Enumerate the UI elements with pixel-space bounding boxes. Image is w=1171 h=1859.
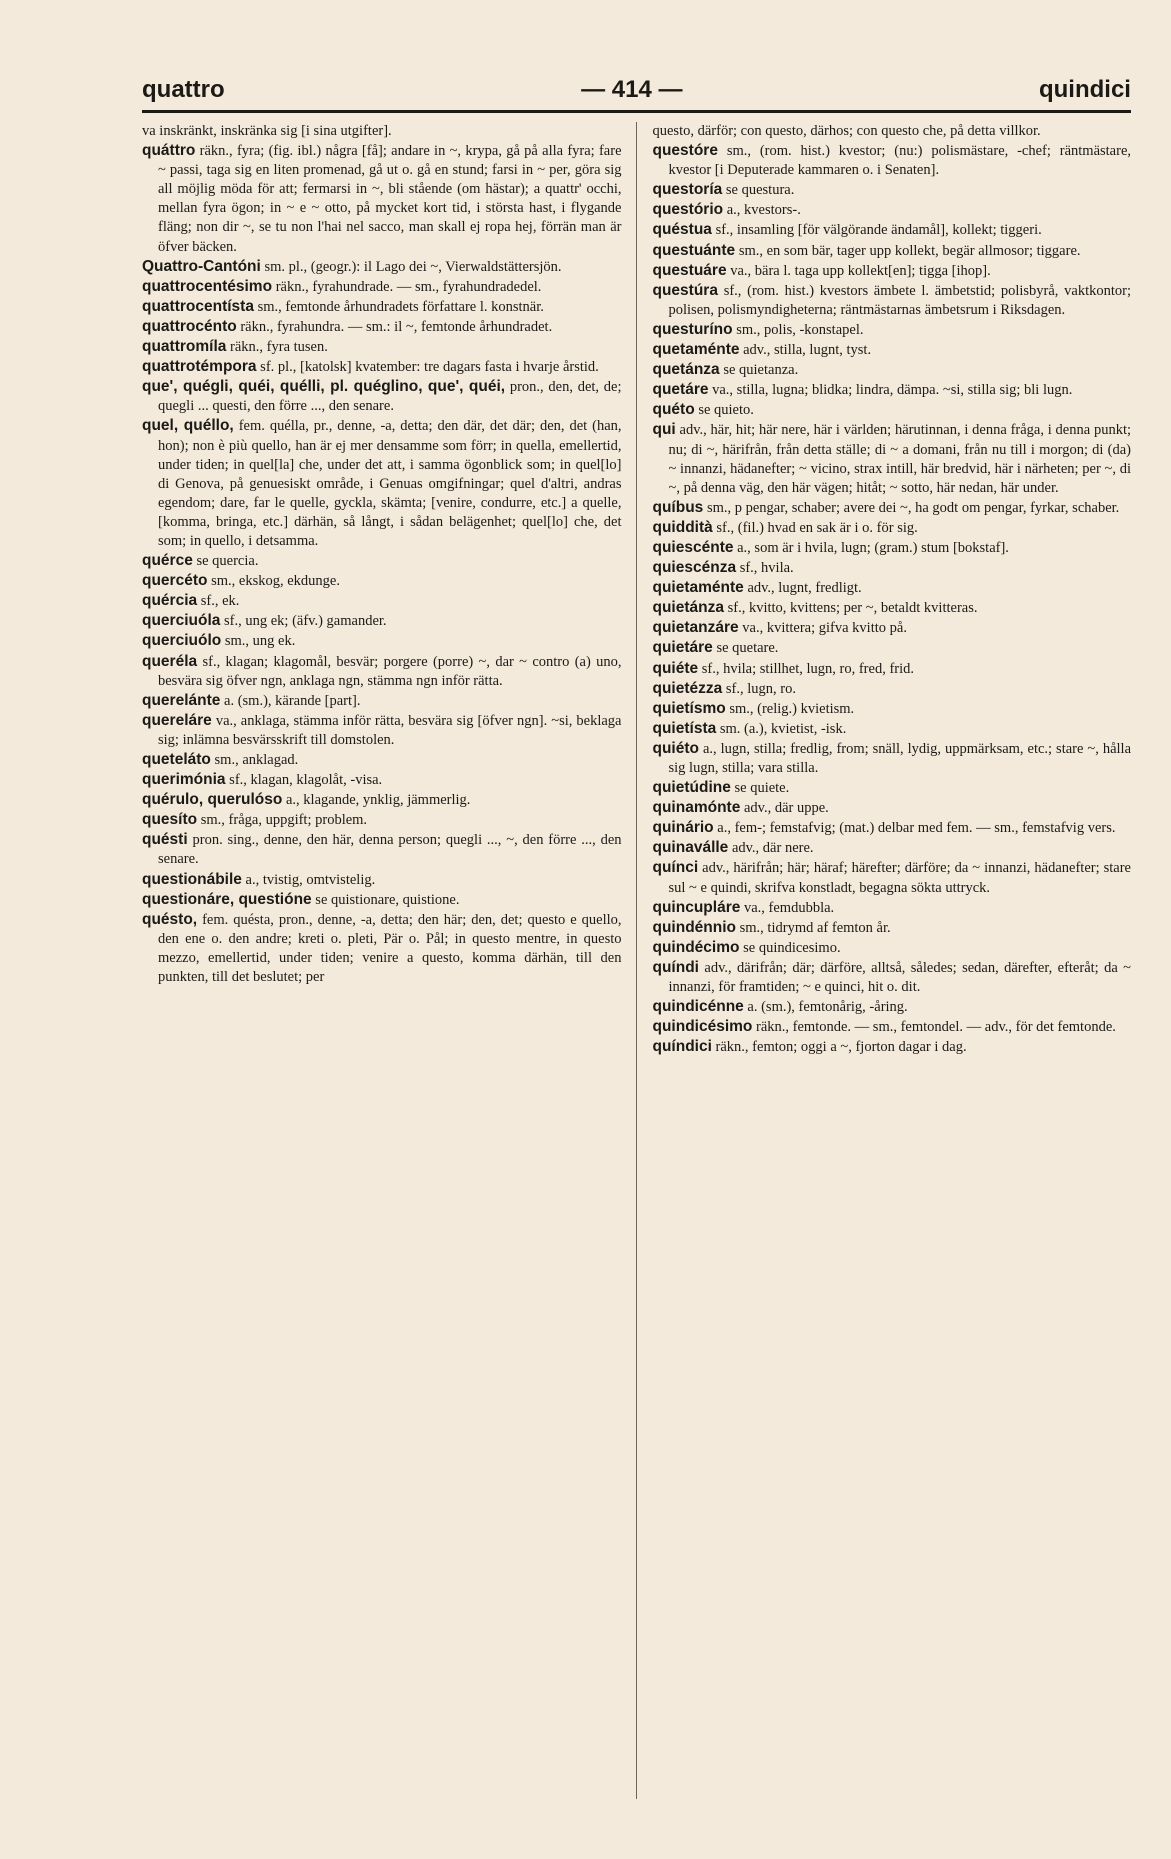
headword: Quattro-Cantóni: [142, 257, 261, 275]
dictionary-entry: [653, 858, 1132, 897]
dictionary-entry: [653, 558, 1132, 578]
definition: se quieto.: [698, 402, 754, 419]
dictionary-entry: [142, 870, 622, 890]
dictionary-entry: [142, 277, 622, 297]
headword: querimónia: [142, 771, 226, 789]
dictionary-entry: [653, 400, 1132, 420]
page-number: — 414 —: [581, 76, 683, 103]
definition: adv., där uppe.: [743, 800, 829, 817]
dictionary-entry: [653, 1037, 1132, 1057]
headword: quindénnio: [652, 918, 737, 936]
headword: quietánza: [652, 599, 724, 617]
dictionary-entry: [142, 571, 622, 591]
header-left-word: quattro: [142, 76, 225, 103]
definition: adv., där nere.: [731, 840, 814, 857]
definition: a., lugn, stilla; fredlig, from; snäll, lydig, uppmärksam, etc.; stare ~, hålla sig lugn, stilla; vara stilla.: [668, 740, 1131, 776]
dictionary-entry: [142, 691, 622, 711]
dictionary-entry: [653, 380, 1132, 400]
dictionary-entry: [653, 739, 1132, 778]
headword: quietísmo: [652, 699, 726, 717]
headword: quercéto: [142, 572, 208, 590]
dictionary-entry: [653, 938, 1132, 958]
definition: räkn., fyrahundra. — sm.: il ~, femtonde århundradet.: [240, 318, 553, 335]
definition: va., anklaga, stämma inför rätta, besvära sig [öfver ngn]. ~si, beklaga sig; inlämna besvärsskrift till domstolen.: [158, 712, 622, 748]
definition: sm., femtonde århundradets författare l. konstnär.: [257, 298, 544, 315]
headword: quietísta: [652, 719, 717, 737]
definition: sm., fråga, uppgift; problem.: [200, 812, 368, 829]
headword: questionábile: [142, 870, 242, 888]
definition: fem. quélla, pr., denne, -a, detta; den där, det där; den, det (han, hon); non è più quello, han är ej mer densamme som förr; in quella, emellertid, under tiden; in quel[la] che, under det att, i samma ögonblick som; in quel[lo] di Genova, på genuesiskt område, i Genuas omgifningar; quel d'altri, andras egendom; dare, far le quelle, gyckla, skämta; [venire, condurre, etc.] a quelle, [komma, bringa, etc.] därhän, så långt, i sådan belägenhet; quel[lo] che, det som; in quello, i detsamma.: [158, 418, 622, 549]
headword: questionáre, questióne: [142, 890, 312, 908]
headword: quinário: [652, 819, 714, 837]
dictionary-entry: [653, 122, 1132, 141]
headword: quietanzáre: [652, 619, 739, 637]
headword: questóre: [652, 142, 718, 160]
headword: quiescénte: [652, 538, 734, 556]
left-column: [142, 122, 637, 1799]
dictionary-entry: [142, 652, 622, 691]
definition: a. (sm.), femtonårig, -åring.: [747, 999, 908, 1016]
definition: räkn., fyrahundrade. — sm., fyrahundradedel.: [275, 278, 542, 295]
dictionary-entry: [653, 958, 1132, 997]
definition: sm., p pengar, schaber; avere dei ~, ha godt om pengar, fyrkar, schaber.: [706, 499, 1120, 516]
definition: räkn., fyra; (fig. ibl.) några [få]; andare in ~, krypa, gå på alla fyra; fare ~ passi, taga sig en liten promenad, gå ut o. gå en stund; farsi in ~ per, göra sig all möjlig möda för att; fermarsi in ~, bli stående (om hästar); a quattr' occhi, mellan fyra ögon; in ~ e ~ otto, på mycket kort tid, i största hast, i flygande fläng; non dir ~, se tu non l'hai nel sacco, man skall ej ropa hej, förrän man är öfver bäcken.: [158, 143, 622, 255]
headword: quércia: [142, 592, 198, 610]
definition: sf., insamling [för välgörande ändamål], kollekt; tiggeri.: [715, 222, 1042, 239]
dictionary-entry: [142, 810, 622, 830]
headword: quiéto: [652, 739, 699, 757]
definition: sf., ek.: [200, 593, 240, 610]
headword: quietaménte: [652, 579, 744, 597]
headword: querciuólo: [142, 632, 222, 650]
definition: va inskränkt, inskränka sig [i sina utgifter].: [142, 123, 392, 139]
headword: quereláre: [142, 711, 212, 729]
definition: adv., härifrån; här; häraf; härefter; därföre; da ~ innanzi, hädanefter; stare sul ~ e quindi, skrifva konstladt, begagna sökta uttryck.: [668, 860, 1131, 896]
dictionary-entry: [142, 337, 622, 357]
headword: quesíto: [142, 811, 198, 829]
headword: quésti: [142, 831, 188, 849]
dictionary-entry: [653, 719, 1132, 739]
dictionary-entry: [653, 699, 1132, 719]
definition: räkn., fyra tusen.: [230, 339, 328, 356]
definition: se quindicesimo.: [743, 939, 841, 956]
dictionary-entry: [653, 538, 1132, 558]
dictionary-entry: [142, 357, 622, 377]
definition: sf., klagan, klagolåt, -visa.: [229, 772, 383, 789]
dictionary-entry: [653, 918, 1132, 938]
definition: adv., därifrån; där; därföre, alltså, således; sedan, därefter, efteråt; da ~ innanzi, för framtiden; ~ e quinci, hit o. dit.: [668, 959, 1131, 996]
headword: questório: [652, 201, 724, 219]
headword: queteláto: [142, 751, 211, 768]
dictionary-entry: [653, 518, 1132, 538]
dictionary-entry: [142, 257, 622, 277]
definition: sf., ung ek; (äfv.) gamander.: [224, 613, 387, 630]
headword: quetáre: [652, 381, 709, 399]
dictionary-entry: [142, 141, 622, 257]
definition: sm., polis, -konstapel.: [736, 321, 864, 338]
definition: va., femdubbla.: [743, 899, 835, 916]
headword: quiescénza: [652, 559, 737, 577]
dictionary-entry: [653, 180, 1132, 200]
headword: quattrocentésimo: [142, 277, 273, 295]
definition: sm. pl., (geogr.): il Lago dei ~, Vierwaldstättersjön.: [264, 258, 562, 275]
headword: quiéte: [652, 659, 699, 677]
definition: se quistionare, quistione.: [315, 891, 460, 908]
headword: quietézza: [652, 679, 723, 697]
definition: sm. (a.), kvietist, -isk.: [719, 720, 847, 737]
definition: sm., (rom. hist.) kvestor; (nu:) polismästare, -chef; räntmästare, kvestor [i Deputerade kammaren o. i Senaten].: [668, 143, 1131, 179]
definition: va., stilla, lugna; blidka; lindra, dämpa. ~si, stilla sig; bli lugn.: [712, 382, 1073, 399]
definition: a., klagande, ynklig, jämmerlig.: [286, 792, 471, 809]
dictionary-entry: [142, 830, 622, 869]
headword: quetaménte: [652, 341, 740, 359]
definition: sf., klagan; klagomål, besvär; porgere (porre) ~, dar ~ contro (a) uno, besvära sig öfver ngn, anklaga ngn, stämma ngn inför rätta.: [158, 653, 622, 689]
headword: quindicénne: [652, 998, 744, 1016]
headword: quattrotémpora: [142, 358, 257, 376]
dictionary-entry: [653, 360, 1132, 380]
dictionary-entry: [653, 340, 1132, 360]
definition: se questura.: [725, 182, 795, 199]
definition: se quetare.: [716, 640, 779, 657]
definition: questo, därför; con questo, därhos; con questo che, på detta villkor.: [652, 123, 1041, 139]
definition: sf. pl., [katolsk] kvatember: tre dagars fasta i hvarje årstid.: [260, 359, 599, 376]
definition: a., som är i hvila, lugn; (gram.) stum [bokstaf].: [737, 539, 1009, 556]
dictionary-entry: [653, 798, 1132, 818]
dictionary-entry: [142, 631, 622, 651]
definition: sf., hvila; stillhet, lugn, ro, fred, frid.: [701, 660, 915, 677]
definition: adv., här, hit; här nere, här i världen; härutinnan, i denna fråga, i denna punkt; nu; di ~, härifrån, från detta ställe; di ~ a domani, från nu till i morgon; di (da) ~ innanzi, hädanefter; ~ vicino, strax intill, här bredvid, här i närheten; per ~, di ~, på denna väg, den här vägen; hitåt; ~ sotto, här nedan, här under.: [668, 422, 1131, 496]
dictionary-entry: [142, 122, 622, 141]
headword: quietúdine: [652, 779, 731, 797]
dictionary-entry: [142, 297, 622, 317]
headword: quáttro: [142, 142, 196, 160]
headword: quíbus: [652, 498, 704, 516]
dictionary-entry: [142, 591, 622, 611]
headword: quérulo, querulóso: [142, 791, 283, 809]
definition: a. (sm.), kärande [part].: [224, 692, 361, 709]
dictionary-entry: [653, 241, 1132, 261]
headword: quérce: [142, 552, 193, 570]
headword: quínci: [652, 859, 699, 877]
definition: sm., tidrymd af femton år.: [739, 919, 891, 936]
definition: sf., lugn, ro.: [725, 680, 796, 697]
definition: se quietanza.: [723, 362, 799, 379]
dictionary-entry: [653, 261, 1132, 281]
definition: se quercia.: [196, 553, 259, 570]
definition: sm., (relig.) kvietism.: [729, 700, 855, 717]
dictionary-entry: [653, 281, 1132, 320]
headword: quietáre: [652, 639, 713, 657]
definition: sf., hvila.: [739, 560, 794, 577]
definition: a., fem-; femstafvig; (mat.) delbar med fem. — sm., femstafvig vers.: [717, 820, 1116, 837]
definition: räkn., femton; oggi a ~, fjorton dagar i dag.: [715, 1039, 967, 1056]
definition: sm., anklagad.: [214, 752, 299, 768]
definition: pron. sing., denne, den här, denna person; quegli ..., ~, den förre ..., den senare.: [158, 832, 622, 868]
dictionary-entry: [142, 377, 622, 416]
headword: querciuóla: [142, 612, 221, 630]
definition: räkn., femtonde. — sm., femtondel. — adv., för det femtonde.: [756, 1019, 1116, 1036]
headword: qui: [652, 421, 676, 439]
dictionary-entry: [142, 770, 622, 790]
headword: quetánza: [652, 361, 720, 379]
headword: quattrocentísta: [142, 297, 254, 315]
headword: questúra: [652, 281, 718, 299]
headword: quindécimo: [652, 938, 740, 956]
dictionary-entry: [142, 551, 622, 571]
dictionary-entry: [653, 838, 1132, 858]
right-column: [637, 122, 1132, 1799]
definition: sf., (fil.) hvad en sak är i o. för sig.: [716, 519, 918, 536]
definition: sm., ekskog, ekdunge.: [211, 573, 340, 590]
definition: sf., (rom. hist.) kvestors ämbete l. ämbetstid; polisbyrå, vaktkontor; polisen, polismyndigheterna; räntmästarnas ämbetsrum i Riksdagen.: [668, 282, 1131, 318]
dictionary-entry: [142, 910, 622, 987]
headword: quiddità: [652, 518, 713, 536]
headword: quíndi: [652, 958, 699, 976]
headword: quel, quéllo,: [142, 417, 234, 435]
columns: [142, 122, 1131, 1799]
dictionary-entry: [142, 317, 622, 337]
headword: questuríno: [652, 320, 733, 338]
dictionary-entry: [653, 679, 1132, 699]
headword: questoría: [652, 181, 723, 199]
dictionary-entry: [142, 711, 622, 750]
headword: quinamónte: [652, 799, 741, 817]
definition: va., kvittera; gifva kvitto på.: [742, 620, 907, 637]
dictionary-entry: [653, 818, 1132, 838]
definition: va., bära l. taga upp kollekt[en]; tigga [ihop].: [730, 262, 991, 279]
definition: a., tvistig, omtvistelig.: [245, 871, 376, 888]
dictionary-entry: [142, 416, 622, 551]
header-right-word: quindici: [1038, 76, 1131, 103]
headword: quindicésimo: [652, 1018, 753, 1036]
headword: quéstua: [652, 221, 712, 239]
dictionary-entry: [142, 890, 622, 910]
definition: sm., ung ek.: [224, 633, 296, 650]
headword: quinaválle: [652, 839, 729, 857]
headword: que', quégli, quéi, quélli, pl. quéglino, que', quéi,: [142, 378, 506, 396]
dictionary-entry: [653, 638, 1132, 658]
definition: se quiete.: [734, 780, 790, 797]
headword: quíndici: [652, 1038, 712, 1056]
dictionary-entry: [653, 220, 1132, 240]
headword: quésto,: [142, 910, 198, 928]
page-header: [142, 70, 1131, 110]
dictionary-entry: [653, 320, 1132, 340]
definition: fem. quésta, pron., denne, -a, detta; den här; den, det; questo e quello, den ene o. den andre; kreti o. pleti, Pär o. Pål; in questo mentre, in questo mezzo, emellertid, under tiden; venire a questo, komma därhän, till den punkten, till det beslutet; per: [158, 911, 622, 986]
dictionary-entry: [653, 420, 1132, 497]
dictionary-entry: [653, 578, 1132, 598]
dictionary-entry: [653, 598, 1132, 618]
dictionary-entry: [653, 997, 1132, 1017]
headword: queréla: [142, 652, 198, 670]
definition: adv., stilla, lugnt, tyst.: [743, 342, 872, 359]
dictionary-entry: [142, 790, 622, 810]
headword: quéto: [652, 401, 695, 419]
dictionary-entry: [653, 618, 1132, 638]
headword: questuánte: [652, 241, 736, 259]
dictionary-entry: [142, 611, 622, 631]
dictionary-entry: [142, 750, 622, 770]
definition: sf., kvitto, kvittens; per ~, betaldt kvitteras.: [727, 600, 978, 617]
definition: adv., lugnt, fredligt.: [747, 580, 862, 597]
dictionary-entry: [653, 200, 1132, 220]
dictionary-entry: [653, 1017, 1132, 1037]
dictionary-entry: [653, 659, 1132, 679]
dictionary-entry: [653, 778, 1132, 798]
definition: a., kvestors-.: [726, 202, 801, 219]
dictionary-entry: [653, 498, 1132, 518]
headword: quattromíla: [142, 338, 227, 356]
dictionary-entry: [653, 898, 1132, 918]
headword: questuáre: [652, 261, 727, 279]
definition: pron., den, det, de; quegli ... questi, den förre ..., den senare.: [158, 379, 622, 415]
headword: quincupláre: [652, 898, 741, 916]
headword: querelánte: [142, 691, 221, 709]
definition: sm., en som bär, tager upp kollekt, begär allmosor; tiggare.: [738, 242, 1081, 259]
header-rule: [142, 110, 1131, 113]
dictionary-entry: [653, 141, 1132, 180]
headword: quattrocénto: [142, 317, 237, 335]
